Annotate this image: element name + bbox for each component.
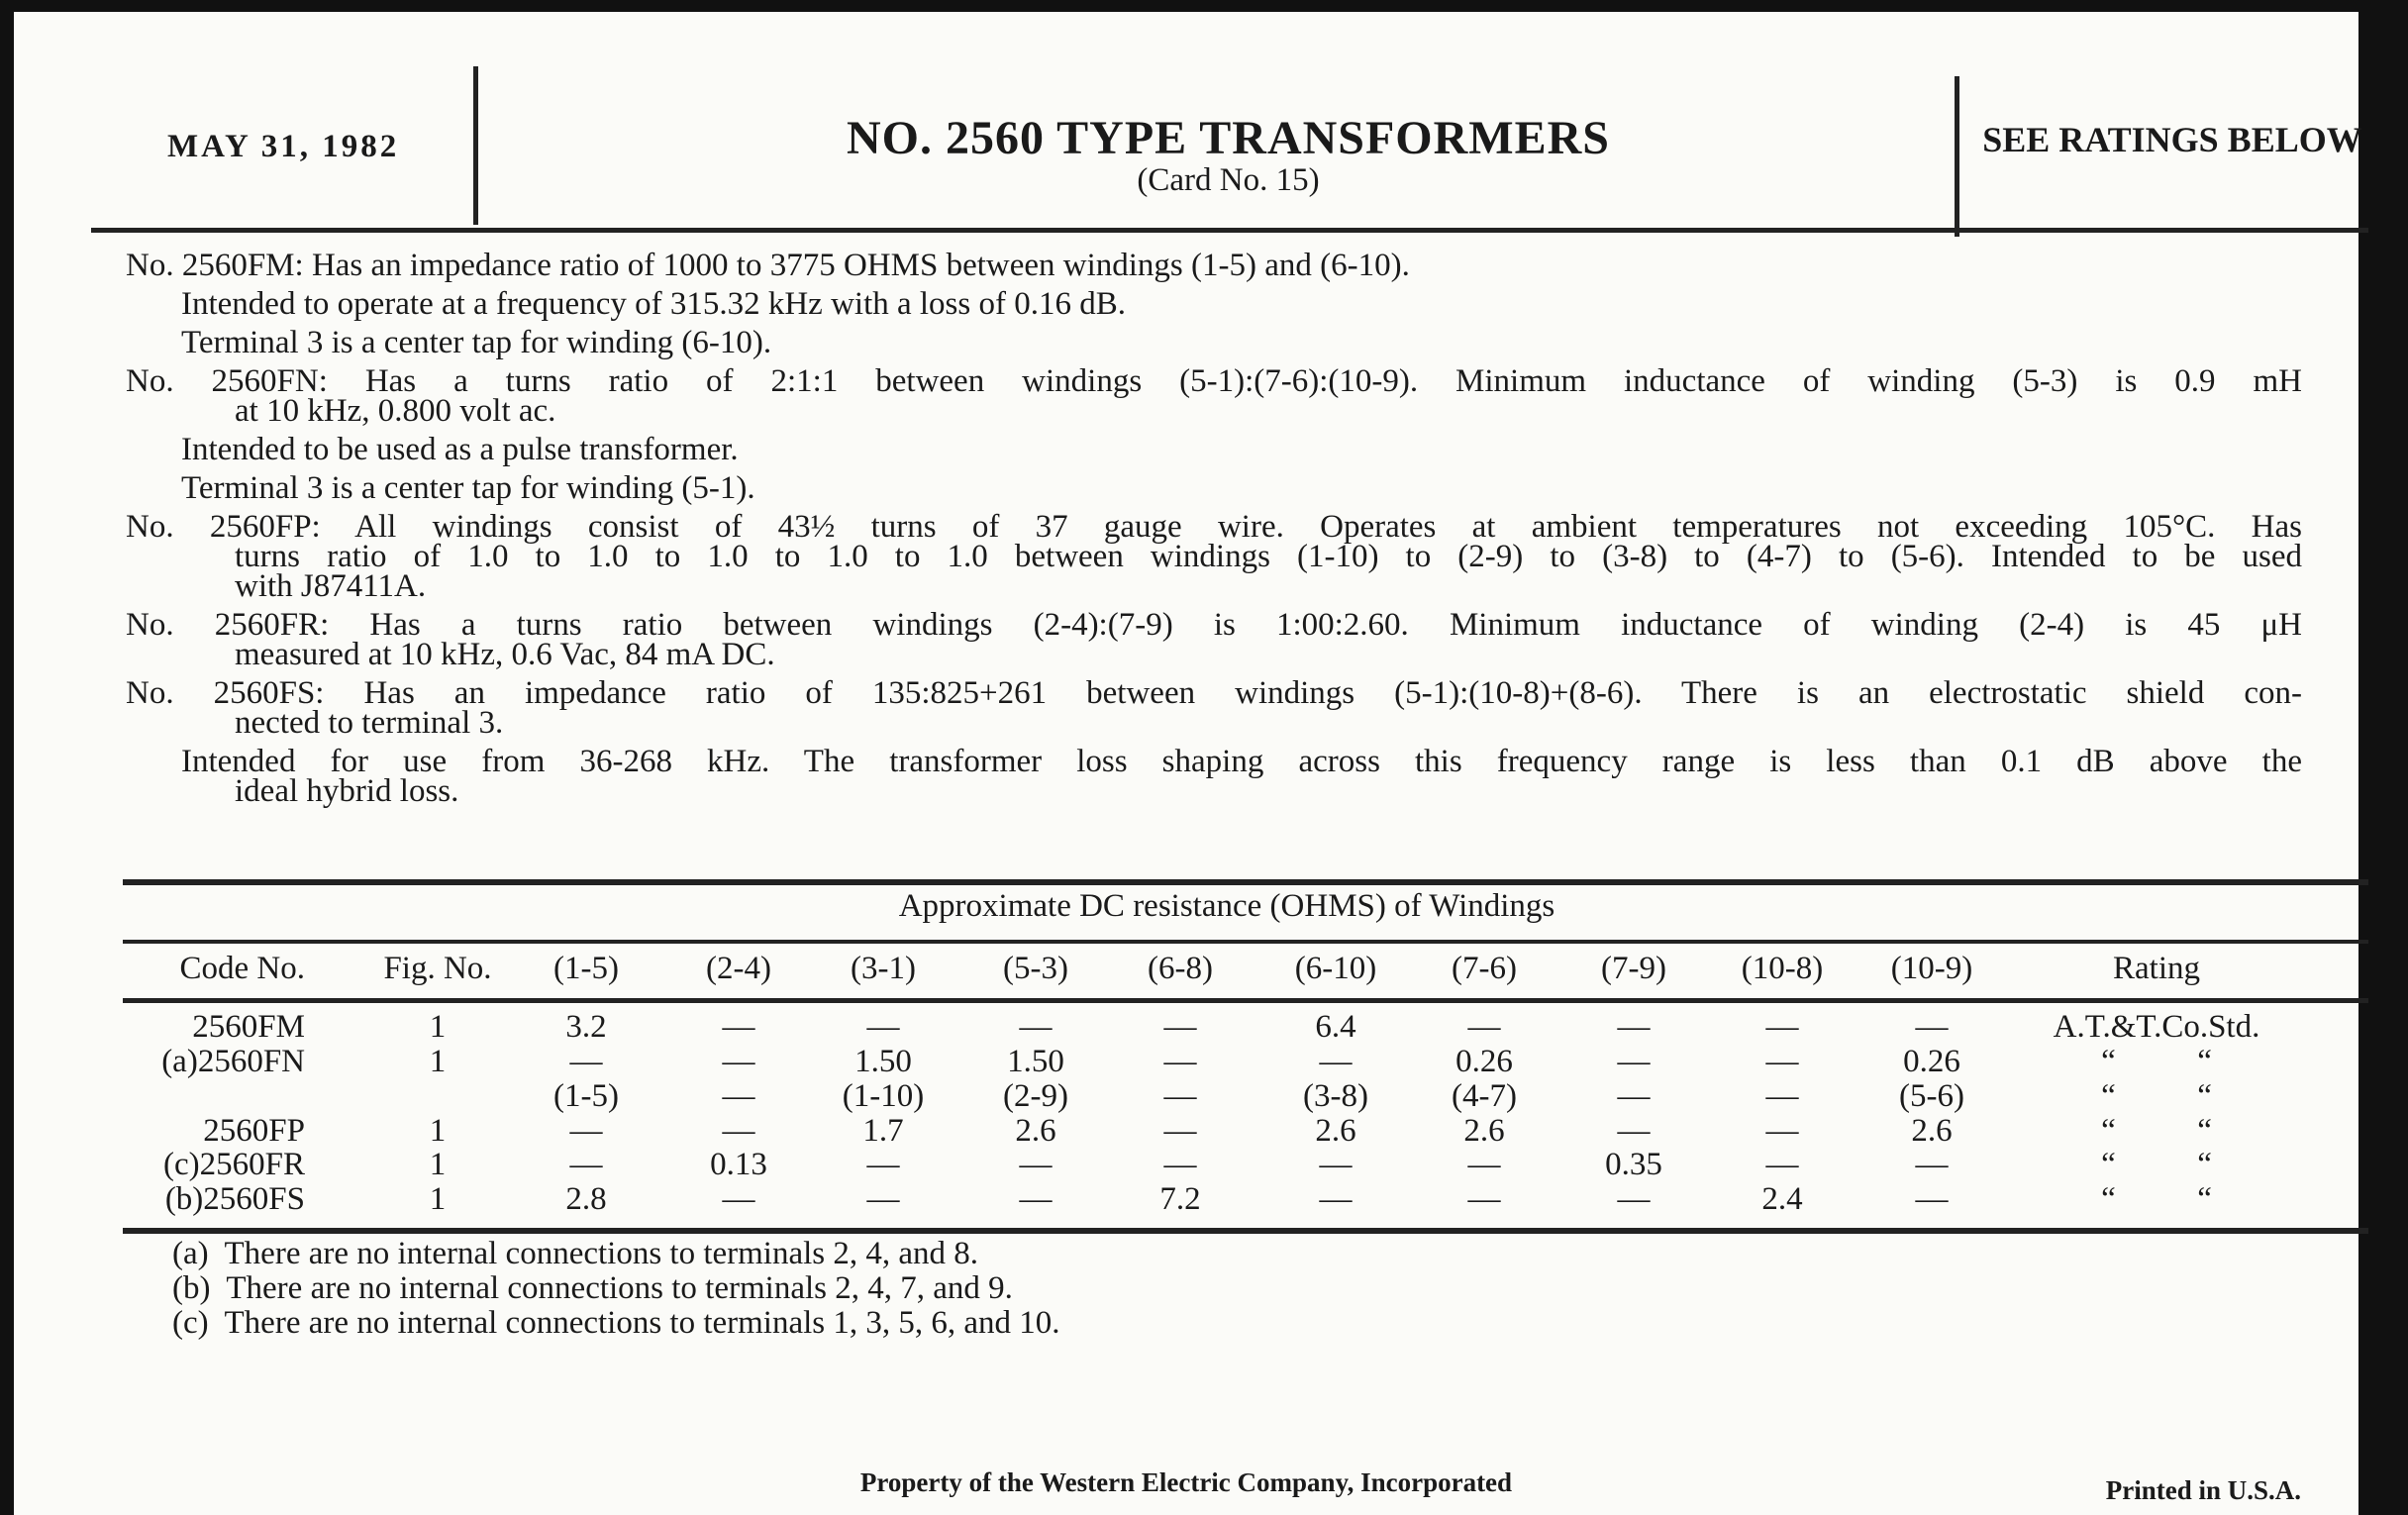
value-cell: — <box>1617 1181 1651 1217</box>
table-rule <box>123 1228 2368 1234</box>
value-cell: 1 <box>429 1044 447 1079</box>
header-rule <box>91 228 2368 233</box>
code-cell: (a)2560FN <box>161 1044 305 1079</box>
code-cell: (c)2560FR <box>163 1147 305 1182</box>
value-cell: — <box>1915 1009 1949 1045</box>
page-title: NO. 2560 TYPE TRANSFORMERS <box>847 112 1610 164</box>
value-cell: — <box>722 1078 755 1114</box>
value-cell: — <box>866 1181 900 1217</box>
value-cell: 2.6 <box>1911 1113 1953 1149</box>
column-header: (5-3) <box>1003 951 1068 986</box>
rating-cell: A.T.&T.Co.Std. <box>2053 1009 2260 1045</box>
value-cell: — <box>569 1147 603 1182</box>
table-rule <box>123 998 2368 1003</box>
value-cell: 2.8 <box>565 1181 607 1217</box>
description-line: Terminal 3 is a center tap for winding (5-1). <box>181 470 755 506</box>
card-number: (Card No. 15) <box>1137 162 1320 198</box>
printed-notice: Printed in U.S.A. <box>2105 1475 2301 1505</box>
issue-date: MAY 31, 1982 <box>167 129 400 164</box>
value-cell: 2.6 <box>1315 1113 1356 1149</box>
description-line: ideal hybrid loss. <box>235 773 459 809</box>
footnote: (b) There are no internal connections to terminals 2, 4, 7, and 9. <box>172 1270 1013 1306</box>
value-cell: — <box>1019 1181 1053 1217</box>
value-cell: — <box>1765 1147 1799 1182</box>
description-line: No. 2560FS: Has an impedance ratio of 135:825+261 between windings (5-1):(10-8)+(8-6). There is an electrostatic shield con- <box>126 675 2302 711</box>
column-header: (1-5) <box>553 951 619 986</box>
value-cell: 7.2 <box>1159 1181 1201 1217</box>
value-cell: — <box>1319 1147 1353 1182</box>
table-rule <box>123 940 2368 944</box>
value-cell: — <box>1765 1044 1799 1079</box>
value-cell: — <box>722 1009 755 1045</box>
value-cell: — <box>1019 1009 1053 1045</box>
value-cell: 1.50 <box>1007 1044 1064 1079</box>
value-cell: — <box>1617 1078 1651 1114</box>
value-cell: 1.7 <box>862 1113 904 1149</box>
value-cell: — <box>1915 1147 1949 1182</box>
value-cell: — <box>722 1113 755 1149</box>
value-cell: — <box>866 1009 900 1045</box>
value-cell: — <box>569 1113 603 1149</box>
rating-cell: “ “ <box>2101 1078 2212 1114</box>
code-cell: (b)2560FS <box>164 1181 305 1217</box>
rating-cell: “ “ <box>2101 1113 2212 1149</box>
description-line: Intended for use from 36-268 kHz. The transformer loss shaping across this frequency range is less than 0.1 dB above the <box>181 744 2302 779</box>
value-cell: — <box>1163 1044 1197 1079</box>
value-cell: — <box>1319 1044 1353 1079</box>
document-card <box>14 12 2362 1515</box>
column-header: Fig. No. <box>383 951 492 986</box>
column-header: (10-8) <box>1741 951 1824 986</box>
column-header: (6-8) <box>1148 951 1213 986</box>
table-rule <box>123 879 2368 885</box>
value-cell: — <box>1163 1147 1197 1182</box>
column-header: (10-9) <box>1890 951 1973 986</box>
description-line: measured at 10 kHz, 0.6 Vac, 84 mA DC. <box>235 637 775 672</box>
value-cell: 1 <box>429 1181 447 1217</box>
column-header: (6-10) <box>1294 951 1377 986</box>
value-cell: 0.26 <box>1455 1044 1513 1079</box>
description-line: Intended to be used as a pulse transformer. <box>181 432 739 467</box>
column-header: Rating <box>2113 951 2200 986</box>
column-header: (2-4) <box>706 951 771 986</box>
description-line: with J87411A. <box>235 568 427 604</box>
description-line: No. 2560FM: Has an impedance ratio of 1000 to 3775 OHMS between windings (1-5) and (6-10). <box>126 248 1410 283</box>
value-cell: 1.50 <box>854 1044 912 1079</box>
ratings-note: SEE RATINGS BELOW <box>1982 120 2362 159</box>
value-cell: — <box>866 1147 900 1182</box>
description-line: No. 2560FR: Has a turns ratio between windings (2-4):(7-9) is 1:00:2.60. Minimum inductance of winding (2-4) is 45 μH <box>126 607 2302 643</box>
value-cell: 1 <box>429 1113 447 1149</box>
value-cell: — <box>722 1044 755 1079</box>
header-divider <box>1955 76 1959 237</box>
description-line: Intended to operate at a frequency of 315.32 kHz with a loss of 0.16 dB. <box>181 286 1126 322</box>
value-cell: — <box>722 1181 755 1217</box>
value-cell: — <box>1915 1181 1949 1217</box>
description-line: at 10 kHz, 0.800 volt ac. <box>235 393 556 429</box>
value-cell: — <box>1319 1181 1353 1217</box>
value-cell: (2-9) <box>1003 1078 1068 1114</box>
value-cell: — <box>1467 1181 1501 1217</box>
column-header: (3-1) <box>851 951 916 986</box>
column-header: (7-6) <box>1452 951 1517 986</box>
code-cell: 2560FM <box>192 1009 305 1045</box>
header-divider <box>473 66 478 225</box>
value-cell: — <box>1467 1147 1501 1182</box>
value-cell: (5-6) <box>1899 1078 1964 1114</box>
value-cell: (3-8) <box>1303 1078 1368 1114</box>
value-cell: — <box>1163 1009 1197 1045</box>
description-line: nected to terminal 3. <box>235 705 504 741</box>
value-cell: — <box>569 1044 603 1079</box>
column-header: Code No. <box>179 951 305 986</box>
value-cell: 2.6 <box>1015 1113 1056 1149</box>
value-cell: — <box>1765 1009 1799 1045</box>
value-cell: — <box>1019 1147 1053 1182</box>
table-caption: Approximate DC resistance (OHMS) of Windings <box>898 888 1555 924</box>
value-cell: — <box>1765 1078 1799 1114</box>
column-header: (7-9) <box>1601 951 1666 986</box>
value-cell: (1-10) <box>842 1078 925 1114</box>
rating-cell: “ “ <box>2101 1044 2212 1079</box>
value-cell: 0.13 <box>710 1147 767 1182</box>
code-cell: 2560FP <box>203 1113 305 1149</box>
footnote: (a) There are no internal connections to terminals 2, 4, and 8. <box>172 1236 979 1271</box>
value-cell: 0.26 <box>1903 1044 1960 1079</box>
value-cell: — <box>1163 1113 1197 1149</box>
description-line: No. 2560FN: Has a turns ratio of 2:1:1 between windings (5-1):(7-6):(10-9). Minimum inductance of winding (5-3) is 0.9 mH <box>126 363 2302 399</box>
value-cell: — <box>1467 1009 1501 1045</box>
description-line: No. 2560FP: All windings consist of 43½ turns of 37 gauge wire. Operates at ambient temperatures not exceeding 105°C. Has <box>126 509 2302 545</box>
value-cell: — <box>1163 1078 1197 1114</box>
value-cell: 3.2 <box>565 1009 607 1045</box>
value-cell: — <box>1617 1009 1651 1045</box>
value-cell: — <box>1617 1113 1651 1149</box>
rating-cell: “ “ <box>2101 1181 2212 1217</box>
value-cell: 1 <box>429 1009 447 1045</box>
value-cell: — <box>1765 1113 1799 1149</box>
value-cell: 1 <box>429 1147 447 1182</box>
value-cell: 0.35 <box>1605 1147 1662 1182</box>
property-notice: Property of the Western Electric Company, Incorporated <box>859 1467 1513 1497</box>
value-cell: — <box>1617 1044 1651 1079</box>
description-line: Terminal 3 is a center tap for winding (6-10). <box>181 325 772 360</box>
value-cell: (1-5) <box>553 1078 619 1114</box>
description-line: turns ratio of 1.0 to 1.0 to 1.0 to 1.0 to 1.0 between windings (1-10) to (2-9) to (3-8) to (4-7) to (5-6). Intended to be used <box>235 539 2302 574</box>
value-cell: 2.4 <box>1761 1181 1803 1217</box>
value-cell: 6.4 <box>1315 1009 1356 1045</box>
footnote: (c) There are no internal connections to terminals 1, 3, 5, 6, and 10. <box>172 1305 1060 1341</box>
rating-cell: “ “ <box>2101 1147 2212 1182</box>
value-cell: 2.6 <box>1463 1113 1505 1149</box>
value-cell: (4-7) <box>1452 1078 1517 1114</box>
